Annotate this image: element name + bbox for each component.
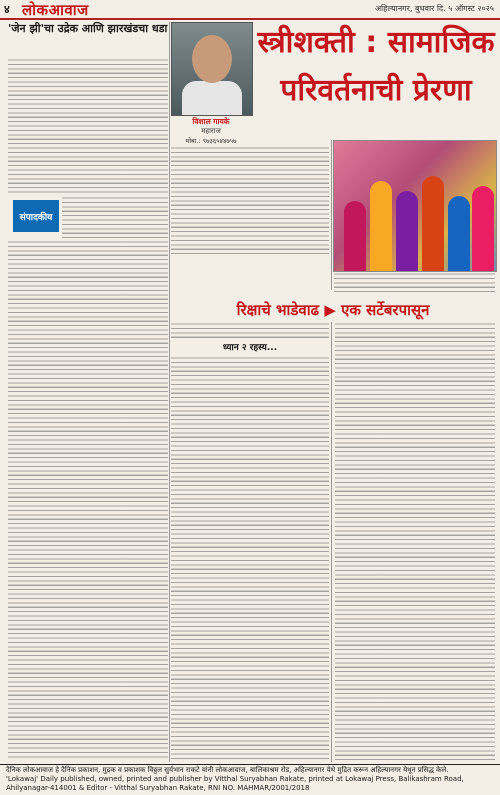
column-rule (331, 322, 332, 762)
box-heading: ध्यान २ रहस्य... (222, 343, 278, 353)
author-place: महाराज (201, 127, 221, 135)
author-name: विशाल गायके (192, 117, 230, 126)
left-body-text-top (8, 58, 168, 193)
dateline: अहिल्यानगर, बुधवार दि. ५ ऑगस्ट २०२५ (374, 4, 494, 13)
author-photo (171, 22, 253, 116)
center-body-text (171, 322, 329, 338)
imprint-line-marathi: दैनिक लोकआवाज हे दैनिक प्रकाशन, मुद्रक व प्रकाशक विठ्ठल सुर्यभान राकटे यांनी लोकआवाज, बालिकाश्रम रोड, अहिल्यानगर येथे मुद्रित करून अहिल्यानगर येथून प्रसिद्ध केले. (6, 766, 449, 774)
photo-figure (344, 201, 366, 271)
feature-headline-block (257, 22, 495, 140)
middle-headline-part-1: रिक्षाचे भाडेवाढ (236, 301, 320, 319)
middle-headline-part-2: एक सर्टेबरपासून (341, 301, 430, 319)
editorial-column-tag: संपादकीय (13, 200, 59, 232)
imprint-footer (0, 764, 500, 795)
author-photo-face (192, 35, 232, 83)
column-rule (331, 140, 332, 290)
photo-figure (370, 181, 392, 271)
page-number: ४ (4, 3, 10, 16)
left-body-text (8, 240, 168, 760)
photo-figure (448, 196, 470, 271)
left-headline: 'जेन झी'चा उद्रेक आणि झारखंडचा धडा (8, 22, 168, 35)
feature-body-text-small (334, 272, 495, 294)
feature-headline-line-2: परिवर्तनाची प्रेरणा (280, 73, 472, 108)
middle-headline-separator: ▶ (324, 301, 336, 319)
left-body-text-beside-tag (62, 196, 168, 238)
middle-headline (171, 300, 495, 320)
photo-figure (422, 176, 444, 271)
photo-figure (396, 191, 418, 271)
photo-figure (472, 186, 494, 271)
feature-headline-line-1: स्त्रीशक्ती : सामाजिक (257, 25, 495, 60)
feature-photo-women (333, 140, 497, 272)
newspaper-logo: लोकआवाज (22, 1, 89, 19)
right-body-text (335, 322, 495, 762)
imprint-line-english: 'Lokawaj' Daily published, owned, printed and publisher by Vitthal Suryabhan Rakate, printed at Lokawaj Press, Balikashram Road, Ahilyanagar-414001 & Editor - Vitthal Suryabhan Rakate, RNI NO. MAHMAR/2001/2018 (6, 775, 464, 792)
author-photo-shirt (182, 81, 242, 115)
column-rule (169, 22, 170, 762)
author-phone: मोबा.: ९७३६५४४७५७ (185, 137, 237, 145)
center-body-text-top (171, 146, 329, 256)
center-body-text (171, 356, 329, 762)
